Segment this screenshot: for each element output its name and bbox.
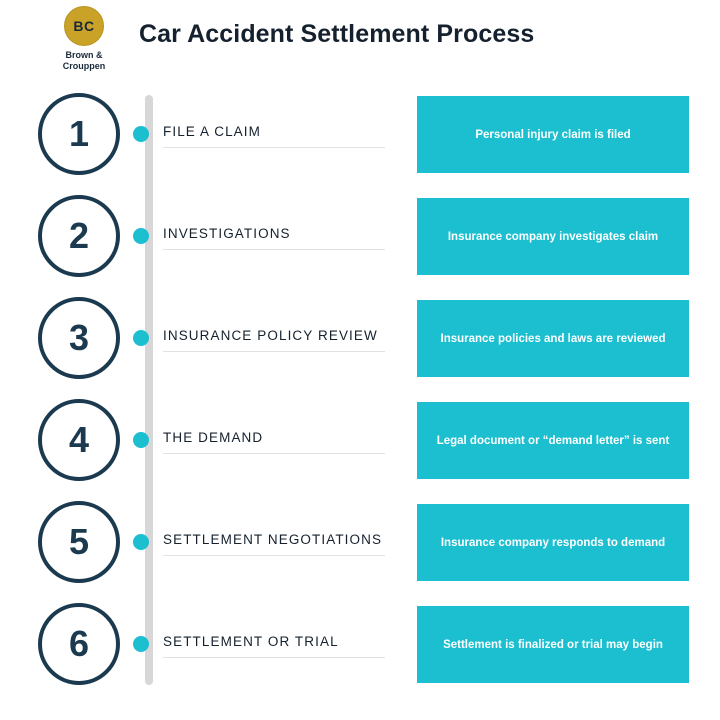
step-number-circle	[38, 297, 120, 379]
step-label: FILE A CLAIM	[163, 124, 261, 139]
list-item	[0, 603, 720, 703]
logo-initials: BC	[73, 18, 95, 34]
step-underline	[163, 249, 385, 250]
step-underline	[163, 453, 385, 454]
step-number: 6	[68, 623, 90, 664]
step-underline	[163, 555, 385, 556]
step-number-circle	[38, 399, 120, 481]
logo-line-1: Brown &	[65, 50, 103, 60]
timeline-dot-icon	[133, 534, 149, 550]
step-label: SETTLEMENT OR TRIAL	[163, 634, 339, 649]
page-title: Car Accident Settlement Process	[139, 20, 535, 48]
step-number: 2	[68, 215, 90, 256]
step-number: 4	[68, 419, 90, 460]
step-underline	[163, 351, 385, 352]
list-item	[0, 195, 720, 295]
step-description: Settlement is finalized or trial may begin	[443, 638, 663, 651]
step-description-box	[417, 96, 689, 173]
step-description: Insurance company responds to demand	[440, 536, 666, 549]
step-description: Personal injury claim is filed	[475, 128, 631, 141]
step-number-circle	[38, 603, 120, 685]
list-item	[0, 93, 720, 193]
step-number-circle	[38, 93, 120, 175]
step-description: Legal document or “demand letter” is sent	[436, 434, 670, 447]
step-label: INSURANCE POLICY REVIEW	[163, 328, 378, 343]
step-description-box	[417, 198, 689, 275]
step-description: Insurance policies and laws are reviewed	[440, 332, 666, 345]
step-label: SETTLEMENT NEGOTIATIONS	[163, 532, 383, 547]
step-underline	[163, 147, 385, 148]
logo-line-2: Crouppen	[62, 61, 106, 71]
timeline-dot-icon	[133, 330, 149, 346]
step-description-box	[417, 606, 689, 683]
step-number-circle	[38, 501, 120, 583]
list-item	[0, 297, 720, 397]
step-description-box	[417, 402, 689, 479]
timeline-dot-icon	[133, 126, 149, 142]
step-description-box	[417, 504, 689, 581]
step-description: Insurance company investigates claim	[447, 230, 659, 243]
step-number: 5	[68, 521, 90, 562]
timeline-dot-icon	[133, 636, 149, 652]
step-number-circle	[38, 195, 120, 277]
list-item	[0, 399, 720, 499]
step-label: THE DEMAND	[163, 430, 264, 445]
list-item	[0, 501, 720, 601]
timeline-dot-icon	[133, 432, 149, 448]
step-number: 1	[68, 113, 90, 154]
step-number: 3	[68, 317, 90, 358]
step-underline	[163, 657, 385, 658]
timeline-dot-icon	[133, 228, 149, 244]
step-label: INVESTIGATIONS	[163, 226, 291, 241]
step-description-box	[417, 300, 689, 377]
